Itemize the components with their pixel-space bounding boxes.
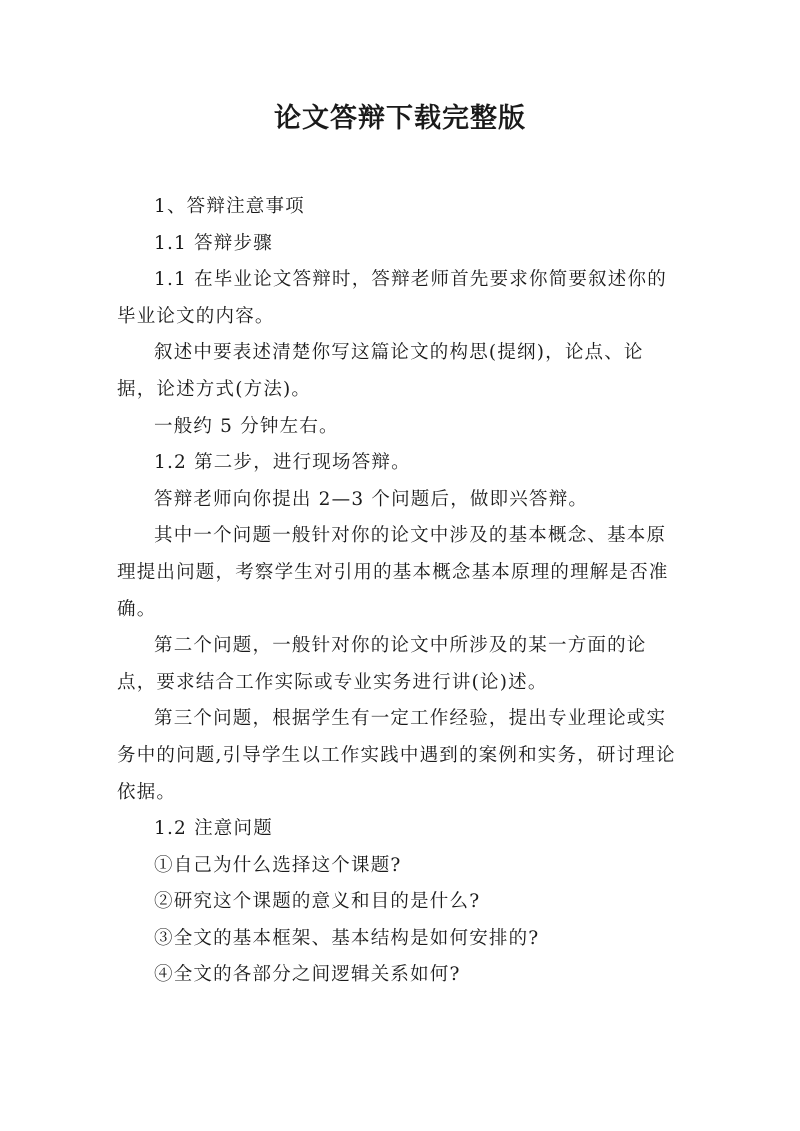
list-item: ④全文的各部分之间逻辑关系如何? <box>154 964 461 986</box>
paragraph: 其中一个问题一般针对你的论文中涉及的基本概念、基本原理提出问题，考察学生对引用的基本概念基本原理的理解是否准确。 <box>117 525 669 620</box>
document-body <box>117 189 683 994</box>
paragraph: 第三个问题，根据学生有一定工作经验，提出专业理论或实务中的问题,引导学生以工作实践中遇到的案例和实务，研讨理论依据。 <box>117 708 676 803</box>
paragraph-subsection-steps: 1.1 答辩步骤 <box>154 232 273 254</box>
paragraph: 叙述中要表述清楚你写这篇论文的构思(提纲)，论点、论据，论述方式(方法)。 <box>117 342 644 400</box>
document-title: 论文答辩下载完整版 <box>274 103 526 134</box>
paragraph: 第二个问题，一般针对你的论文中所涉及的某一方面的论点，要求结合工作实际或专业实务进行讲(论)述。 <box>117 635 647 693</box>
paragraph: 答辩老师向你提出 2—3 个问题后，做即兴答辩。 <box>154 488 589 510</box>
list-item: ②研究这个课题的意义和目的是什么? <box>154 891 481 913</box>
paragraph-section-heading: 1、答辩注意事项 <box>154 196 305 217</box>
paragraph: 1.2 第二步，进行现场答辩。 <box>154 452 411 474</box>
paragraph-subsection-notes: 1.2 注意问题 <box>154 818 273 840</box>
paragraph: 一般约 5 分钟左右。 <box>154 415 339 437</box>
paragraph: 1.1 在毕业论文答辩时，答辩老师首先要求你简要叙述你的毕业论文的内容。 <box>117 269 667 327</box>
list-item: ①自己为什么选择这个课题? <box>154 854 402 876</box>
list-item: ③全文的基本框架、基本结构是如何安排的? <box>154 927 540 949</box>
